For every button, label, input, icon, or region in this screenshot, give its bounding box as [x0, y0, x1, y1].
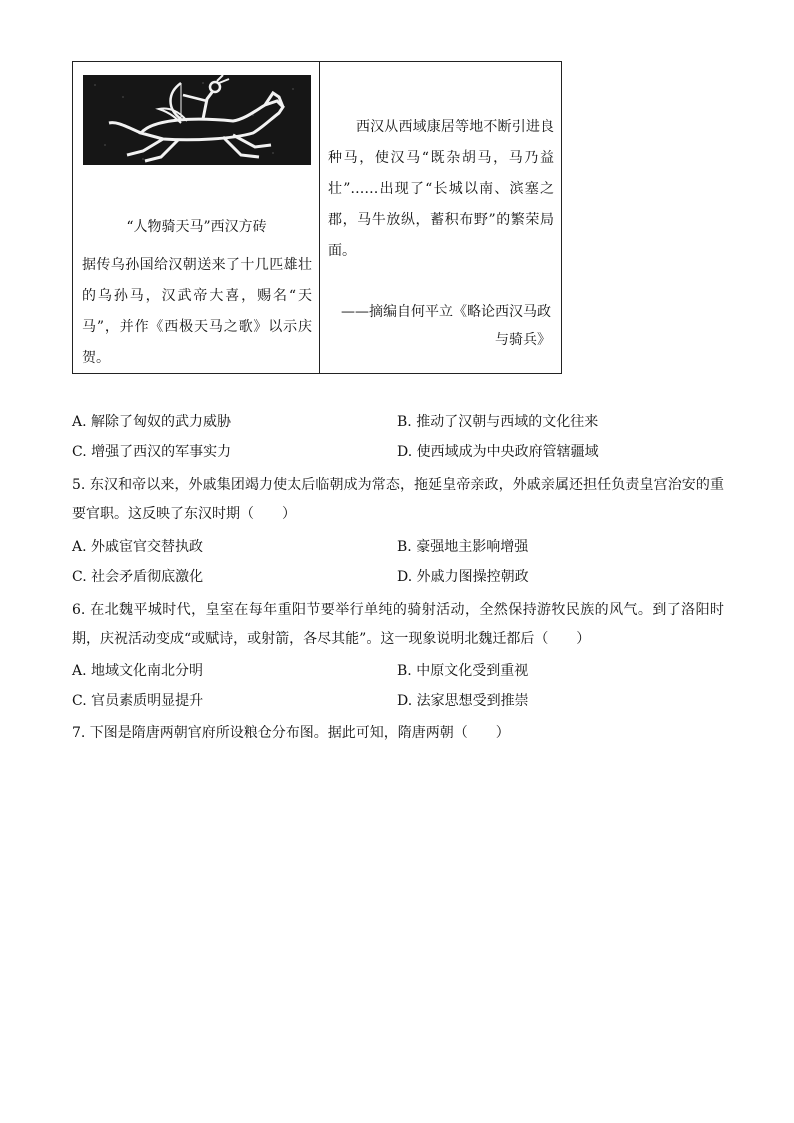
q6-option-d[interactable]: D. 法家思想受到推崇 [397, 693, 529, 709]
q5-option-a[interactable]: A. 外戚宦官交替执政 [72, 539, 204, 555]
q7-stem: 7. 下图是隋唐两朝官府所设粮仓分布图。据此可知，隋唐两朝（ ） [72, 725, 510, 741]
q5-options-row-2 [72, 566, 732, 588]
q5-option-c[interactable]: C. 社会矛盾彻底激化 [72, 569, 204, 585]
q4-options-row-2 [72, 441, 732, 463]
q4-option-c[interactable]: C. 增强了西汉的军事实力 [72, 444, 232, 460]
horse-rider-brick-image [83, 75, 311, 165]
material-left-cell [73, 62, 320, 373]
q6-options-row-1 [72, 660, 732, 682]
material-right-cell [320, 62, 561, 373]
q6-option-c[interactable]: C. 官员素质明显提升 [72, 693, 204, 709]
q6-option-b[interactable]: B. 中原文化受到重视 [397, 663, 529, 679]
q5-option-d[interactable]: D. 外戚力图操控朝政 [397, 569, 529, 585]
q5-option-b[interactable]: B. 豪强地主影响增强 [397, 539, 529, 555]
q6-stem: 6. 在北魏平城时代，皇室在每年重阳节要举行单纯的骑射活动，全然保持游牧民族的风气。到了洛阳时期，庆祝活动变成“或赋诗，或射箭，各尽其能”。这一现象说明北魏迁都后（ ） [72, 602, 724, 647]
q4-option-a[interactable]: A. 解除了匈奴的武力威胁 [72, 414, 232, 430]
q6-option-a[interactable]: A. 地域文化南北分明 [72, 663, 204, 679]
q4-option-b[interactable]: B. 推动了汉朝与西域的文化往来 [397, 414, 599, 430]
material-table [72, 61, 562, 374]
q4-options-row-1 [72, 411, 732, 433]
q5-stem: 5. 东汉和帝以来，外戚集团竭力使太后临朝成为常态，拖延皇帝亲政，外戚亲属还担任负责皇宫治安的重要官职。这反映了东汉时期（ ） [72, 477, 724, 522]
q4-option-d[interactable]: D. 使西域成为中央政府管辖疆域 [397, 444, 599, 460]
image-caption: “人物骑天马”西汉方砖 [126, 219, 267, 235]
left-material-text: 据传乌孙国给汉朝送来了十几匹雄壮的乌孙马，汉武帝大喜，赐名“天马”，并作《西极天马之歌》以示庆贺。 [82, 257, 312, 366]
q5-options-row-1 [72, 536, 732, 558]
q6-options-row-2 [72, 690, 732, 712]
material-source: ——摘编自何平立《略论西汉马政与骑兵》 [341, 304, 551, 348]
right-material-text: 西汉从西域康居等地不断引进良种马，使汉马“既杂胡马，马乃益壮”……出现了“长城以南、滨塞之郡，马牛放纵，蓄积布野”的繁荣局面。 [328, 119, 554, 259]
